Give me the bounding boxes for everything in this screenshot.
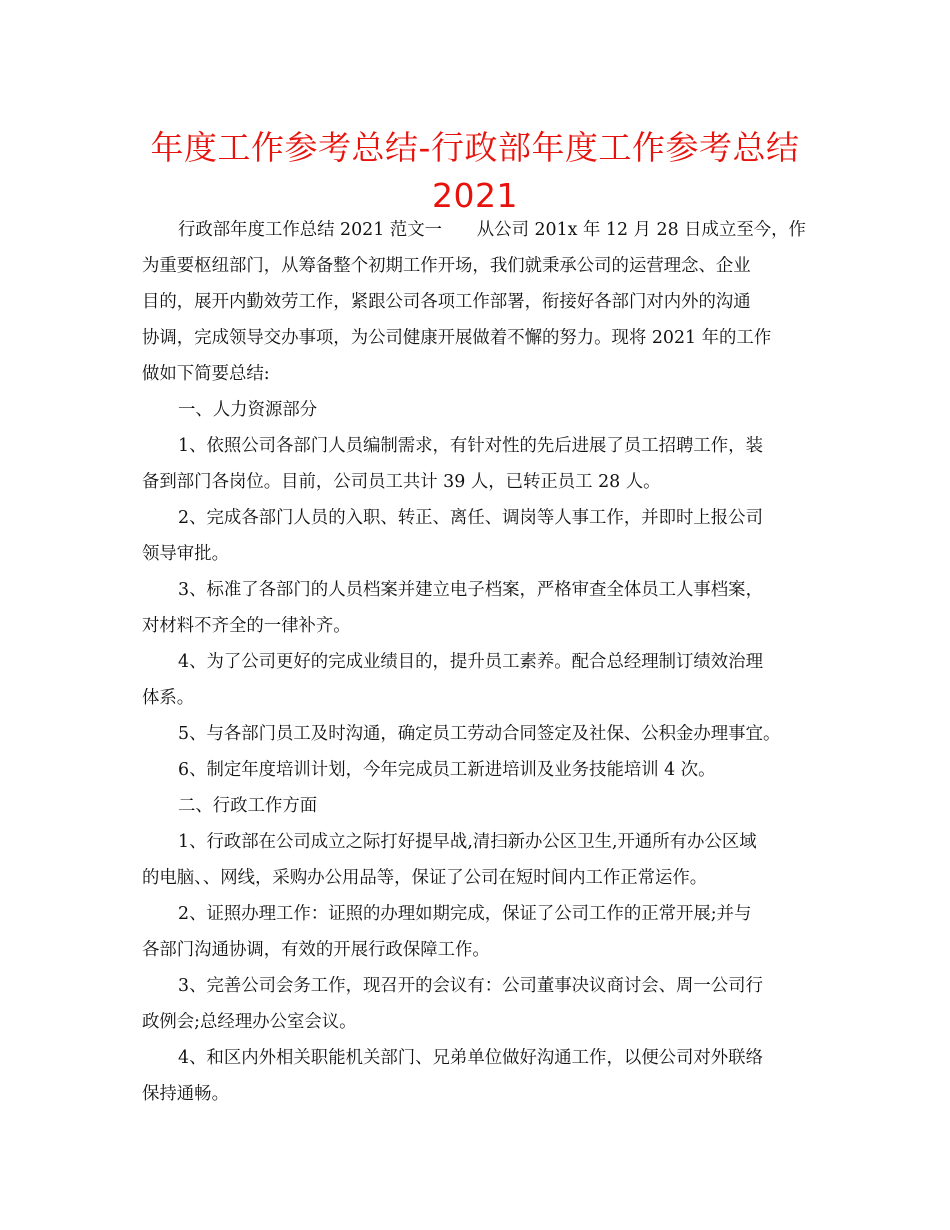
document-text-line: 对材料不齐全的一律补齐。 <box>142 616 351 636</box>
document-text-line: 做如下简要总结: <box>142 364 270 384</box>
document-text-line: 4、为了公司更好的完成业绩目的，提升员工素养。配合总经理制订绩效治理 <box>178 652 763 672</box>
document-text-line: 4、和区内外相关职能机关部门、兄弟单位做好沟通工作，以便公司对外联络 <box>178 1048 763 1068</box>
document-text-line: 政例会;总经理办公室会议。 <box>142 1012 357 1032</box>
document-text-line: 5、与各部门员工及时沟通，确定员工劳动合同签定及社保、公积金办理事宜。 <box>178 724 781 744</box>
document-text-line: 2、完成各部门人员的入职、转正、离任、调岗等人事工作，并即时上报公司 <box>178 508 763 528</box>
document-text-line: 3、标准了各部门的人员档案并建立电子档案，严格审查全体员工人事档案， <box>178 580 763 600</box>
document-text-line: 保持通畅。 <box>142 1084 229 1104</box>
document-text-line: 的电脑、、网线，采购办公用品等，保证了公司在短时间内工作正常运作。 <box>142 868 708 888</box>
document-text-line: 备到部门各岗位。目前，公司员工共计 39 人，已转正员工 28 人。 <box>142 472 661 492</box>
document-title-line-1: 年度工作参考总结-行政部年度工作参考总结 <box>150 128 800 167</box>
document-text-line: 领导审批。 <box>142 544 229 564</box>
document-text-line: 为重要枢纽部门，从筹备整个初期工作开场，我们就秉承公司的运营理念、企业 <box>142 256 751 276</box>
document-text-line: 3、完善公司会务工作，现召开的会议有：公司董事决议商讨会、周一公司行 <box>178 976 763 996</box>
document-text-line: 一、人力资源部分 <box>178 400 318 420</box>
document-text-line: 1、行政部在公司成立之际打好提早战,清扫新办公区卫生,开通所有办公区域 <box>178 832 757 852</box>
document-body <box>142 212 810 1112</box>
document-text-line: 协调，完成领导交办事项，为公司健康开展做着不懈的努力。现将 2021 年的工作 <box>142 328 772 348</box>
document-title-line-2: 2021 <box>432 176 518 215</box>
document-text-line: 6、制定年度培训计划，今年完成员工新进培训及业务技能培训 4 次。 <box>178 760 716 780</box>
document-text-line: 各部门沟通协调，有效的开展行政保障工作。 <box>142 940 490 960</box>
document-text-line: 1、依照公司各部门人员编制需求，有针对性的先后进展了员工招聘工作，装 <box>178 436 763 456</box>
document-text-line: 体系。 <box>142 688 195 708</box>
document-text-line: 2、证照办理工作：证照的办理如期完成，保证了公司工作的正常开展;并与 <box>178 904 752 924</box>
document-text-line: 二、行政工作方面 <box>178 796 318 816</box>
document-text-line: 行政部年度工作总结 2021 范文一 从公司 201x 年 12 月 28 日成立至今，作 <box>178 220 806 240</box>
document-text-line: 目的，展开内勤效劳工作，紧跟公司各项工作部署，衔接好各部门对内外的沟通 <box>142 292 751 312</box>
